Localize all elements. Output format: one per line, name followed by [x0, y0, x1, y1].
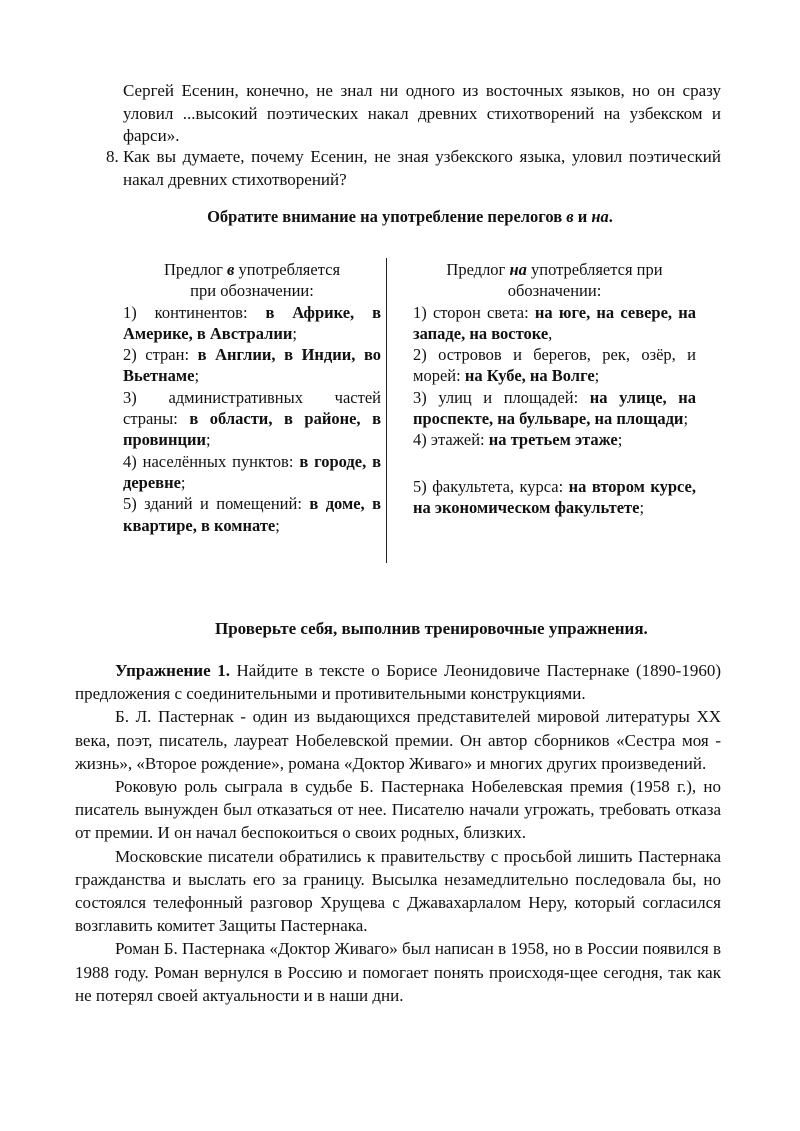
- question-8: [88, 146, 721, 191]
- usage-item: 4) населённых пунктов: в городе, в деревне;: [123, 451, 381, 492]
- usage-item: 4) этажей: на третьем этаже;: [413, 430, 623, 450]
- heading-prefix: Предлог: [163, 260, 227, 279]
- prep-na-label: на: [591, 207, 609, 226]
- text-paragraph: Б. Л. Пастернак - один из выдающихся представителей мировой литературы XX века, поэт, писатель, лауреат Нобелевской премии. Он автор сборников «Сестра моя - жизнь», «Второе рождение», романа «Доктор Живаго» и многих других произведений.: [75, 707, 721, 773]
- usage-item: 2) стран: в Англии, в Индии, во Вьетнаме;: [123, 345, 382, 386]
- attention-end: .: [608, 207, 613, 226]
- heading-prefix: Предлог: [446, 260, 510, 279]
- intro-paragraph: Сергей Есенин, конечно, не знал ни одного из восточных языков, но он сразу уловил ...высокий поэтических накал древних стихотворений на узбекском и фарси».: [123, 81, 721, 145]
- heading-preposition: на: [509, 260, 527, 279]
- usage-item: 3) административных частей страны: в области, в районе, в провинции;: [123, 387, 381, 450]
- heading-line2: при обозначении:: [190, 281, 314, 301]
- text-paragraph: Московские писатели обратились к правительству с просьбой лишить Пастернака гражданства и выслать его за границу. Высылка незамедлительно последовала бы, но состоялся телефонный разговор Хрущева с Джавахарлалом Неру, который согласился возглавить комитет Защиты Пастернака.: [75, 846, 721, 936]
- column-heading-v: [123, 259, 381, 302]
- heading-line2: обозначении:: [507, 281, 602, 301]
- column-divider: [386, 258, 387, 563]
- preposition-v-column: [123, 259, 381, 536]
- usage-item: 5) зданий и помещений: в доме, в квартире, в комнате;: [123, 494, 382, 535]
- usage-item: 2) островов и берегов, рек, озёр, и морей: на Кубе, на Волге;: [413, 345, 696, 386]
- usage-item: 1) сторон света: на юге, на севере, на западе, на востоке,: [413, 302, 697, 343]
- heading-suffix: употребляется: [234, 260, 341, 279]
- column-heading-na: [413, 259, 696, 302]
- attention-heading: [120, 207, 700, 227]
- usage-item: 3) улиц и площадей: на улице, на проспекте, на бульваре, на площади;: [413, 387, 696, 429]
- question-text: Как вы думаете, почему Есенин, не зная узбекского языка, уловил поэтический накал древних стихотворений?: [123, 147, 721, 189]
- prep-v-label: в: [566, 207, 574, 226]
- question-number: 8.: [106, 147, 119, 166]
- heading-preposition: в: [226, 260, 235, 279]
- attention-and: и: [573, 207, 592, 226]
- preposition-na-column: [413, 259, 696, 518]
- text-paragraph: Роковую роль сыграла в судьбе Б. Пастернака Нобелевская премия (1958 г.), но писатель вынужден был отказаться от нее. Писателю начали угрожать, требовать отказа от премии. И он начал беспокоиться о своих родных, близких.: [75, 777, 721, 843]
- exercise-task: [75, 659, 721, 705]
- heading-suffix: употребляется при: [526, 260, 663, 279]
- exercise-label: Упражнение 1.: [115, 661, 230, 680]
- attention-text: Обратите внимание на употребление перелогов: [207, 207, 567, 226]
- usage-item: 1) континентов: в Африке, в Америке, в Австралии;: [123, 302, 381, 343]
- check-heading: Проверьте себя, выполнив тренировочные упражнения.: [215, 619, 648, 638]
- usage-item: 5) факультета, курса: на втором курсе, на экономическом факультете;: [413, 476, 696, 517]
- exercise-instruction: Найдите в тексте о Борисе Леонидовиче Пастернаке (1890-1960) предложения с соединительными и противительными конструкциями.: [75, 661, 721, 704]
- text-paragraph: Роман Б. Пастернака «Доктор Живаго» был написан в 1958, но в России появился в 1988 году. Роман вернулся в Россию и помогает понять происходя-щее сегодня, так как не потерял своей актуальности и в наши дни.: [75, 939, 721, 1005]
- exercise-section: [75, 659, 721, 1007]
